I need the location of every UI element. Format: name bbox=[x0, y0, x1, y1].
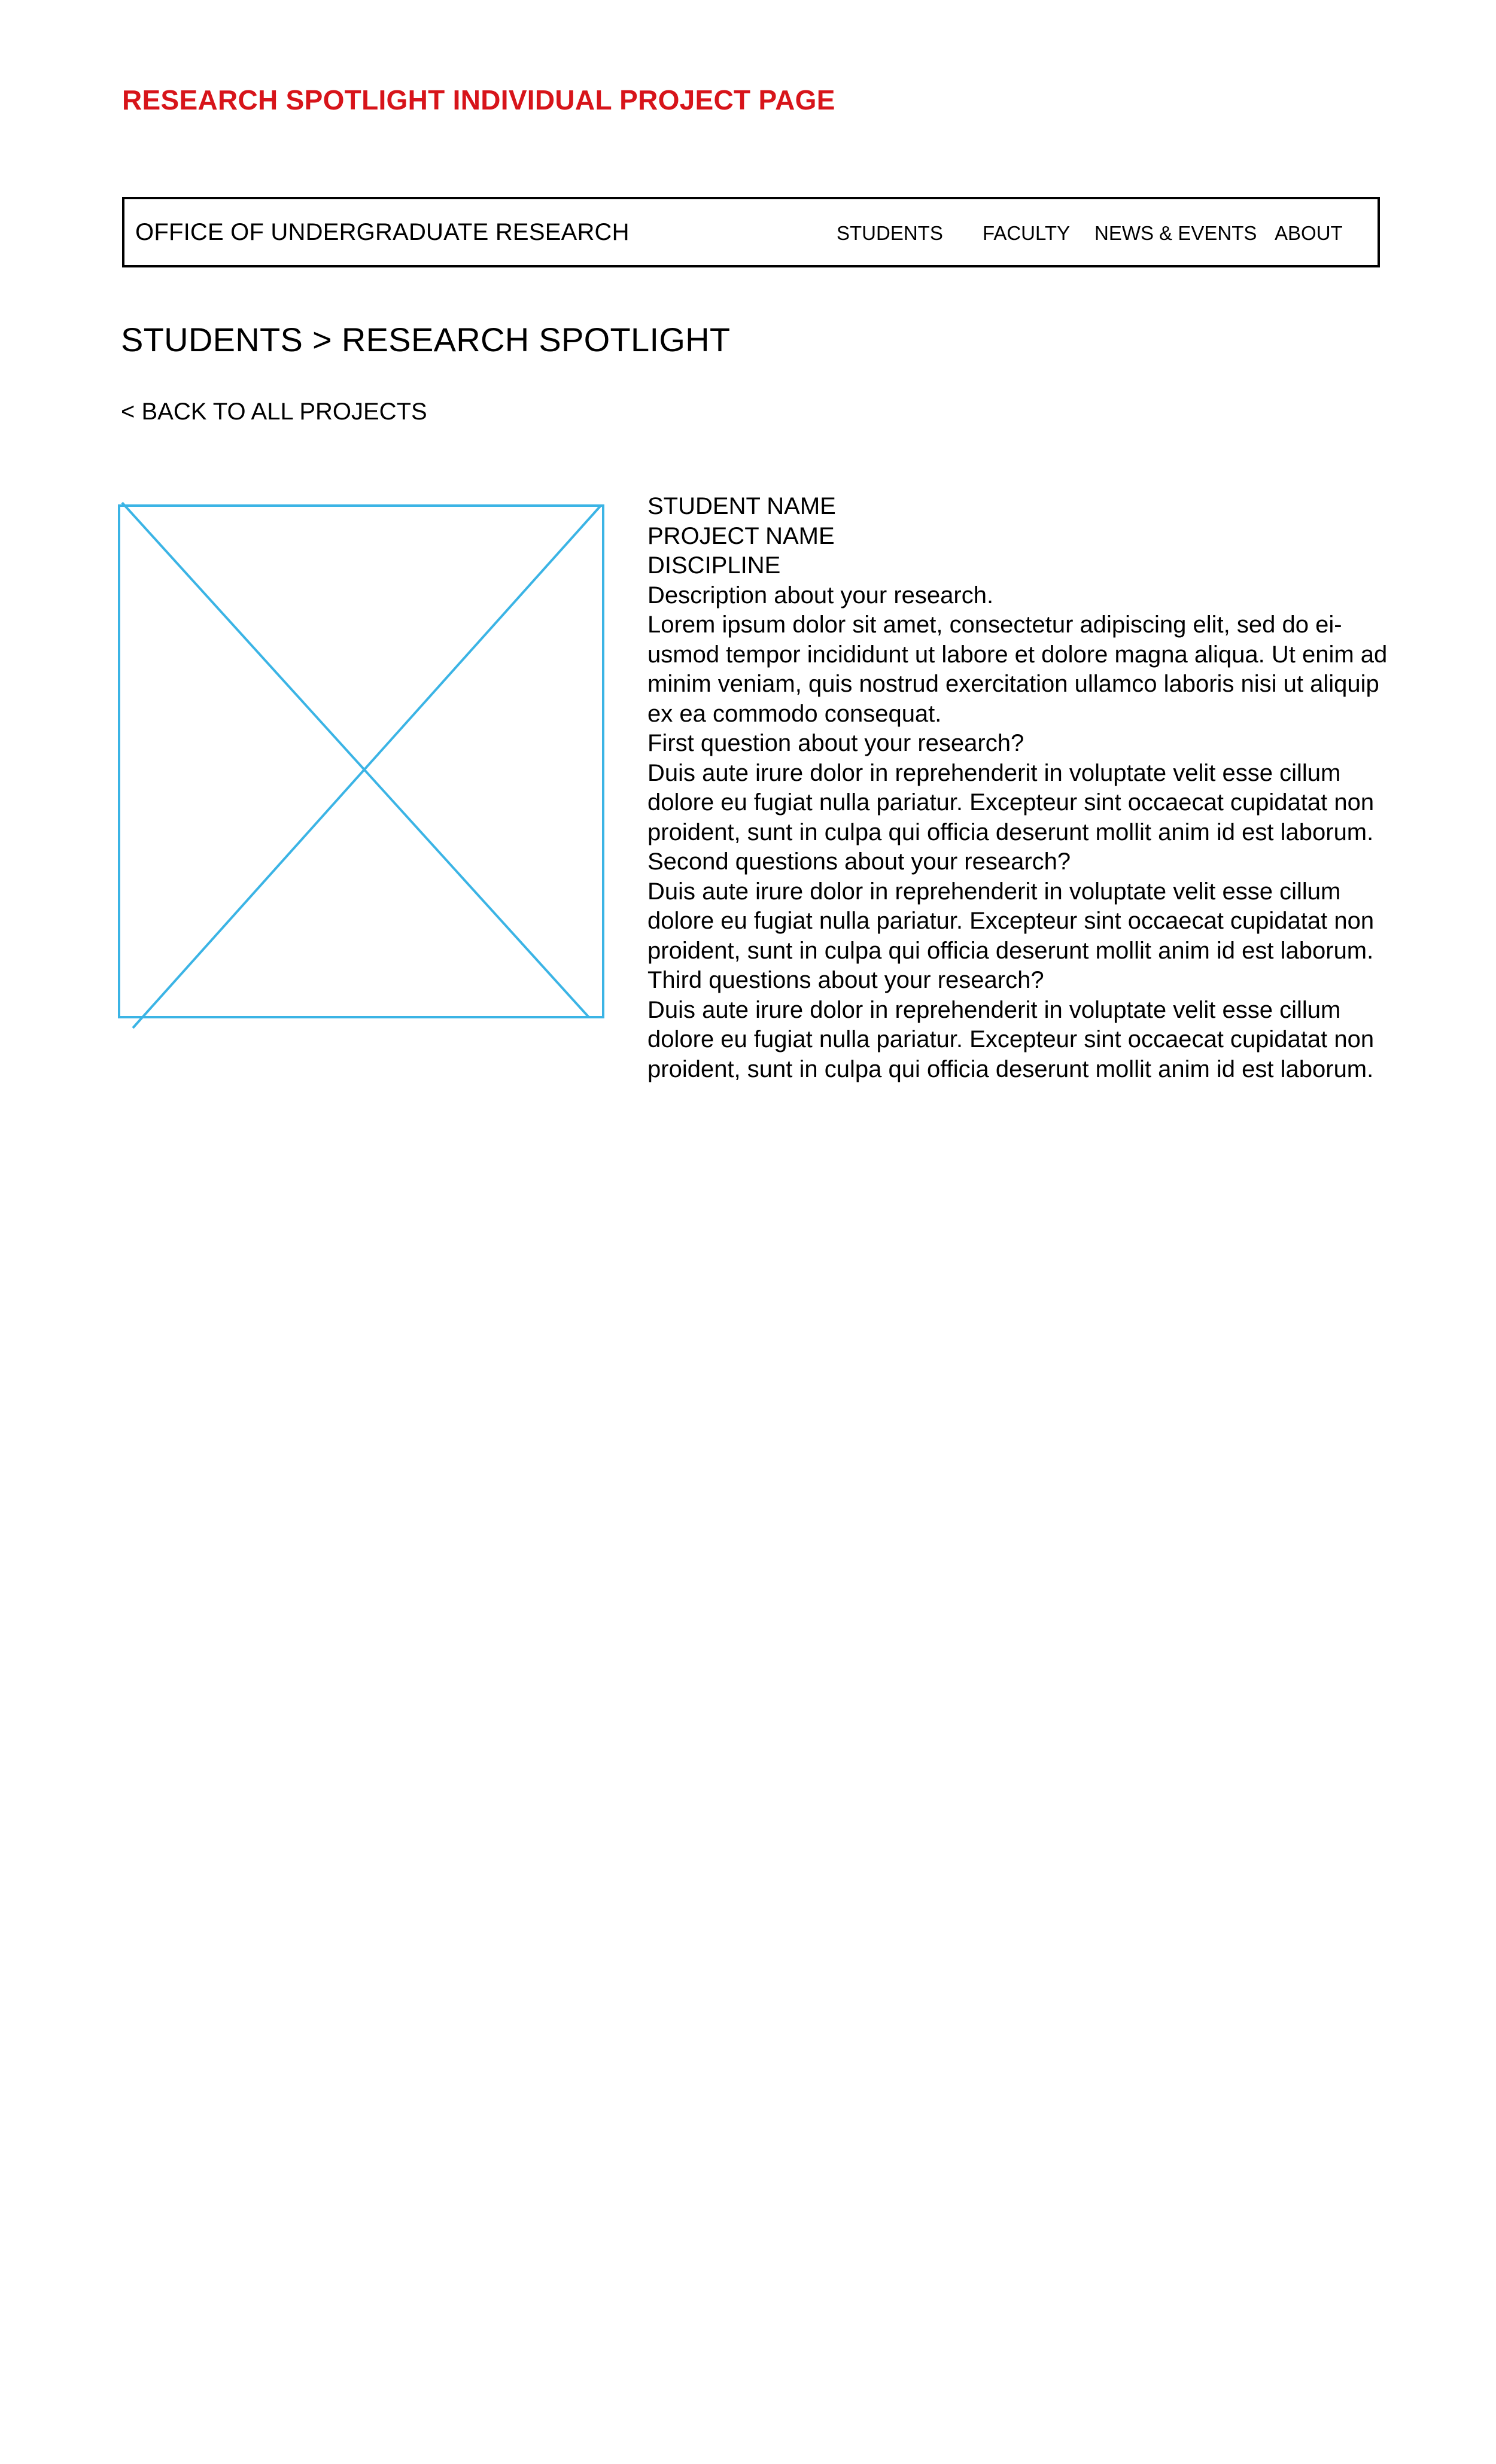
nav-item-students[interactable]: STUDENTS bbox=[837, 222, 943, 244]
placeholder-diagonal bbox=[122, 503, 589, 1017]
nav-item-news-events[interactable]: NEWS & EVENTS bbox=[1094, 222, 1257, 244]
description-body: Lorem ipsum dolor sit amet, consectetur adipiscing elit, sed do ei-usmod tempor incididunt ut labore et dolore magna aliqua. Ut enim ad minim veniam, quis nostrud exercitation ullamco laboris nisi ut aliquip ex ea commodo consequat. bbox=[647, 612, 1388, 727]
question-title: Second questions about your research? bbox=[647, 848, 1071, 875]
project-content bbox=[647, 492, 1401, 1084]
breadcrumb: STUDENTS > RESEARCH SPOTLIGHT bbox=[121, 321, 731, 358]
question-answer: Duis aute irure dolor in reprehenderit in voluptate velit esse cillum dolore eu fugiat nulla pariatur. Excepteur sint occaecat cupidatat non proident, sunt in culpa qui officia deserunt mollit anim id est laborum. bbox=[647, 996, 1375, 1082]
nav-brand-link[interactable]: OFFICE OF UNDERGRADUATE RESEARCH bbox=[135, 219, 630, 245]
question-block bbox=[647, 729, 1401, 847]
page-title: RESEARCH SPOTLIGHT INDIVIDUAL PROJECT PAGE bbox=[122, 84, 835, 115]
navbar bbox=[122, 197, 1380, 267]
project-image-placeholder bbox=[116, 497, 607, 1029]
question-title: Third questions about your research? bbox=[647, 967, 1044, 993]
nav-item-faculty[interactable]: FACULTY bbox=[983, 222, 1071, 244]
nav-item-about[interactable]: ABOUT bbox=[1275, 222, 1343, 244]
student-name: STUDENT NAME bbox=[647, 493, 836, 519]
question-answer: Duis aute irure dolor in reprehenderit in voluptate velit esse cillum dolore eu fugiat nulla pariatur. Excepteur sint occaecat cupidatat non proident, sunt in culpa qui officia deserunt mollit anim id est laborum. bbox=[647, 878, 1375, 964]
project-meta bbox=[647, 492, 1401, 581]
placeholder-diagonal bbox=[133, 506, 601, 1028]
description-title: Description about your research. bbox=[647, 582, 994, 609]
question-block bbox=[647, 966, 1401, 1084]
question-block bbox=[647, 847, 1401, 966]
research-description bbox=[647, 581, 1401, 729]
discipline: DISCIPLINE bbox=[647, 552, 781, 579]
question-answer: Duis aute irure dolor in reprehenderit in voluptate velit esse cillum dolore eu fugiat nulla pariatur. Excepteur sint occaecat cupidatat non proident, sunt in culpa qui officia deserunt mollit anim id est laborum. bbox=[647, 759, 1375, 845]
project-name: PROJECT NAME bbox=[647, 522, 835, 549]
image-placeholder-icon bbox=[116, 497, 607, 1029]
question-title: First question about your research? bbox=[647, 730, 1024, 756]
back-to-all-projects-link[interactable]: < BACK TO ALL PROJECTS bbox=[121, 399, 427, 425]
